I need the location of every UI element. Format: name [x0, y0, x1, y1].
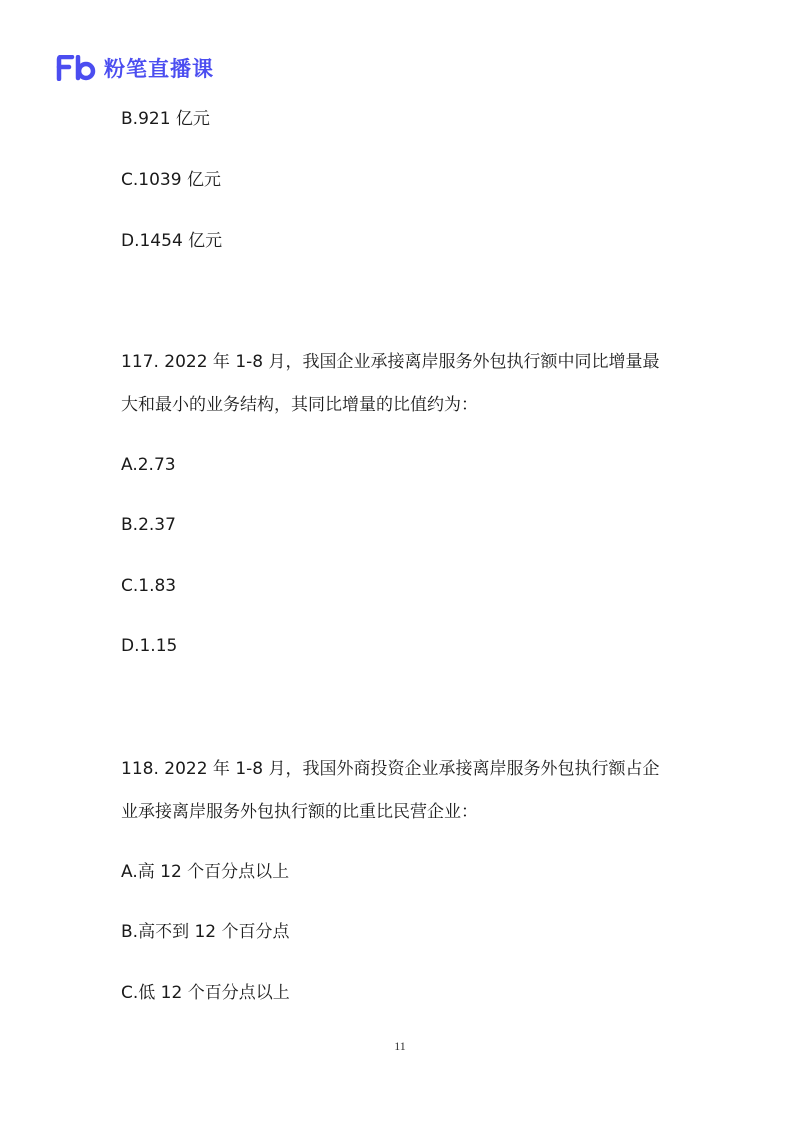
q118-option-c: C.低 12 个百分点以上: [121, 983, 290, 1003]
page-header: [56, 54, 214, 82]
fenbi-logo-icon: [56, 55, 98, 81]
q117-option-c: C.1.83: [121, 576, 177, 596]
q116-option-c: C.1039 亿元: [121, 170, 221, 190]
q118-stem-line1: 118. 2022 年 1-8 月，我国外商投资企业承接离岸服务外包执行额占企: [121, 759, 660, 779]
q117-stem-line1: 117. 2022 年 1-8 月，我国企业承接离岸服务外包执行额中同比增量最: [121, 352, 660, 372]
q116-option-b: B.921 亿元: [121, 109, 210, 129]
q117-option-a: A.2.73: [121, 455, 176, 475]
q116-option-d: D.1454 亿元: [121, 231, 223, 251]
q118-option-b: B.高不到 12 个百分点: [121, 922, 290, 942]
q118-option-a: A.高 12 个百分点以上: [121, 862, 290, 882]
q117-option-d: D.1.15: [121, 636, 178, 656]
q117-stem-line2: 大和最小的业务结构，其同比增量的比值约为：: [121, 395, 478, 415]
q118-stem-line2: 业承接离岸服务外包执行额的比重比民营企业：: [121, 802, 478, 822]
brand-name: 粉笔直播课: [104, 57, 214, 81]
page-number: 11: [394, 1039, 406, 1053]
q117-option-b: B.2.37: [121, 515, 176, 535]
